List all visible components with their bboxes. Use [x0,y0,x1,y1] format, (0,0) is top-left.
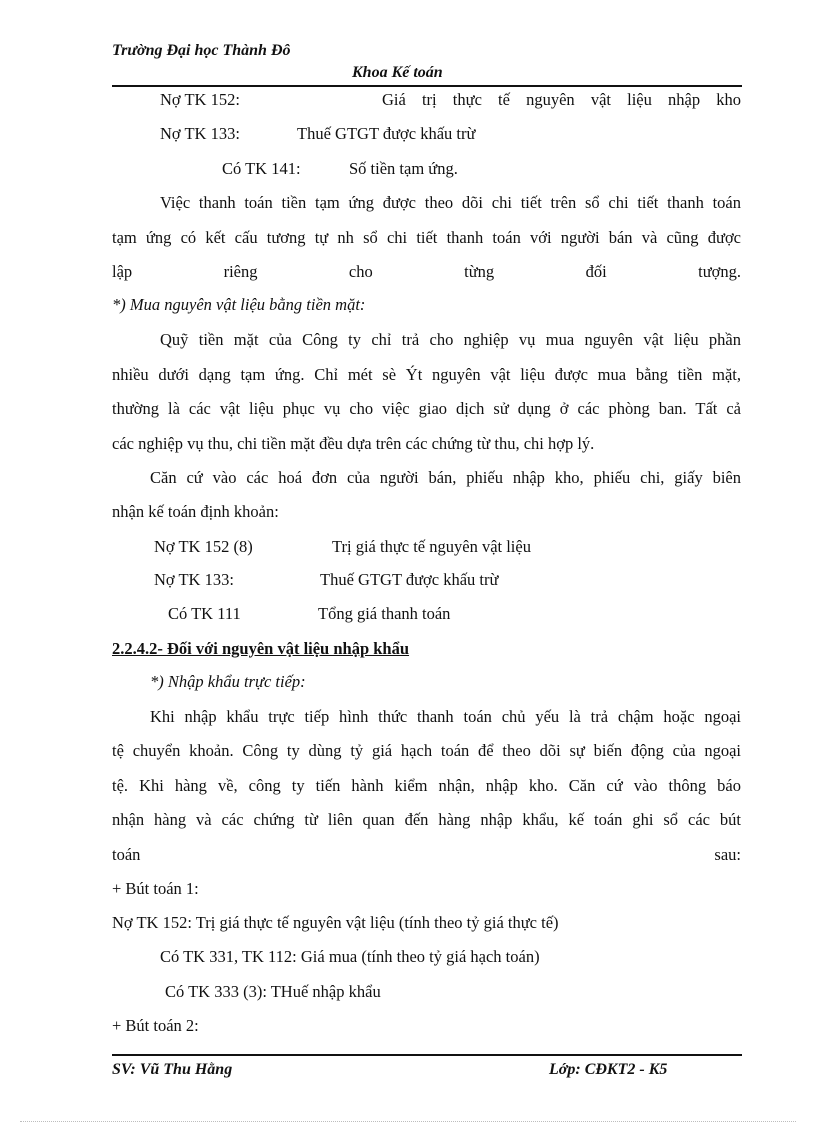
entry-debit-152-desc: Giá trị thực tế nguyên vật liệu nhập kho [382,90,741,109]
paragraph-line: nhiều dưới dạng tạm ứng. Chỉ mét sè Ýt nguyên vật liệu được mua bằng tiền mặt, [112,365,741,384]
paragraph-line: nhận kế toán định khoản: [112,502,279,521]
entry-debit-133: Nợ TK 133: [160,124,240,143]
entry-debit-133-desc: Thuế GTGT được khấu trừ [297,124,476,143]
subheading-direct-import: *) Nhập khẩu trực tiếp: [150,672,306,691]
paragraph-line: toán sau: [112,845,741,864]
entry-debit-133-cash: Nợ TK 133: [154,570,234,589]
entry-1-credit-333: Có TK 333 (3): THuế nhập khẩu [165,982,381,1001]
paragraph-line: Việc thanh toán tiền tạm ứng được theo dõi chi tiết trên sổ chi tiết thanh toán [160,193,741,212]
entry-credit-111-desc: Tổng giá thanh toán [318,604,451,623]
paragraph-line: tệ. Khi hàng về, công ty tiến hành kiểm nhận, nhập kho. Căn cứ vào thông báo [112,776,741,795]
department-name: Khoa Kế toán [352,64,443,81]
student-name: SV: Vũ Thu Hằng [112,1061,233,1078]
header-rule [112,85,742,87]
paragraph-line: các nghiệp vụ thu, chi tiền mặt đều dựa trên các chứng từ thu, chi hợp lý. [112,434,595,453]
paragraph-line: Căn cứ vào các hoá đơn của người bán, phiếu nhập kho, phiếu chi, giấy biên [150,468,741,487]
entry-credit-111: Có TK 111 [168,604,241,623]
entry-debit-152-8-desc: Trị giá thực tế nguyên vật liệu [332,537,531,556]
paragraph-line: nhận hàng và các chứng từ liên quan đến hàng nhập khẩu, kế toán ghi sổ các bút [112,810,741,829]
entry-label-2: + Bút toán 2: [112,1016,199,1035]
entry-credit-141-desc: Số tiền tạm ứng. [349,159,458,178]
page-boundary [20,1121,796,1122]
footer-rule [112,1054,742,1056]
school-name: Trường Đại học Thành Đô [112,42,291,59]
entry-1-debit: Nợ TK 152: Trị giá thực tế nguyên vật liệu (tính theo tỷ giá thực tế) [112,913,559,932]
entry-debit-152: Nợ TK 152: [160,90,240,109]
section-heading: 2.2.4.2- Đối với nguyên vật liệu nhập khẩu [112,639,410,658]
paragraph-line: tạm ứng có kết cấu tương tự nh sổ chi tiết thanh toán với người bán và cũng được [112,228,741,247]
entry-1-credit-331: Có TK 331, TK 112: Giá mua (tính theo tỷ giá hạch toán) [160,947,540,966]
entry-credit-141: Có TK 141: [222,159,301,178]
entry-debit-133-cash-desc: Thuế GTGT được khấu trừ [320,570,499,589]
entry-debit-152-8: Nợ TK 152 (8) [154,537,253,556]
paragraph-line: Khi nhập khẩu trực tiếp hình thức thanh toán chủ yếu là trả chậm hoặc ngoại [150,707,741,726]
paragraph-line: thường là các vật liệu phục vụ cho việc giao dịch sử dụng ở các phòng ban. Tất cả [112,399,741,418]
entry-label-1: + Bút toán 1: [112,879,199,898]
class-name: Lớp: CĐKT2 - K5 [549,1061,668,1078]
paragraph-line: lập riêng cho từng đối tượng. [112,262,741,281]
subheading-cash-purchase: *) Mua nguyên vật liệu bằng tiền mặt: [112,295,366,314]
paragraph-line: Quỹ tiền mặt của Công ty chỉ trả cho nghiệp vụ mua nguyên vật liệu phần [160,330,741,349]
paragraph-line: tệ chuyển khoản. Công ty dùng tỷ giá hạch toán để theo dõi sự biến động của ngoại [112,741,741,760]
